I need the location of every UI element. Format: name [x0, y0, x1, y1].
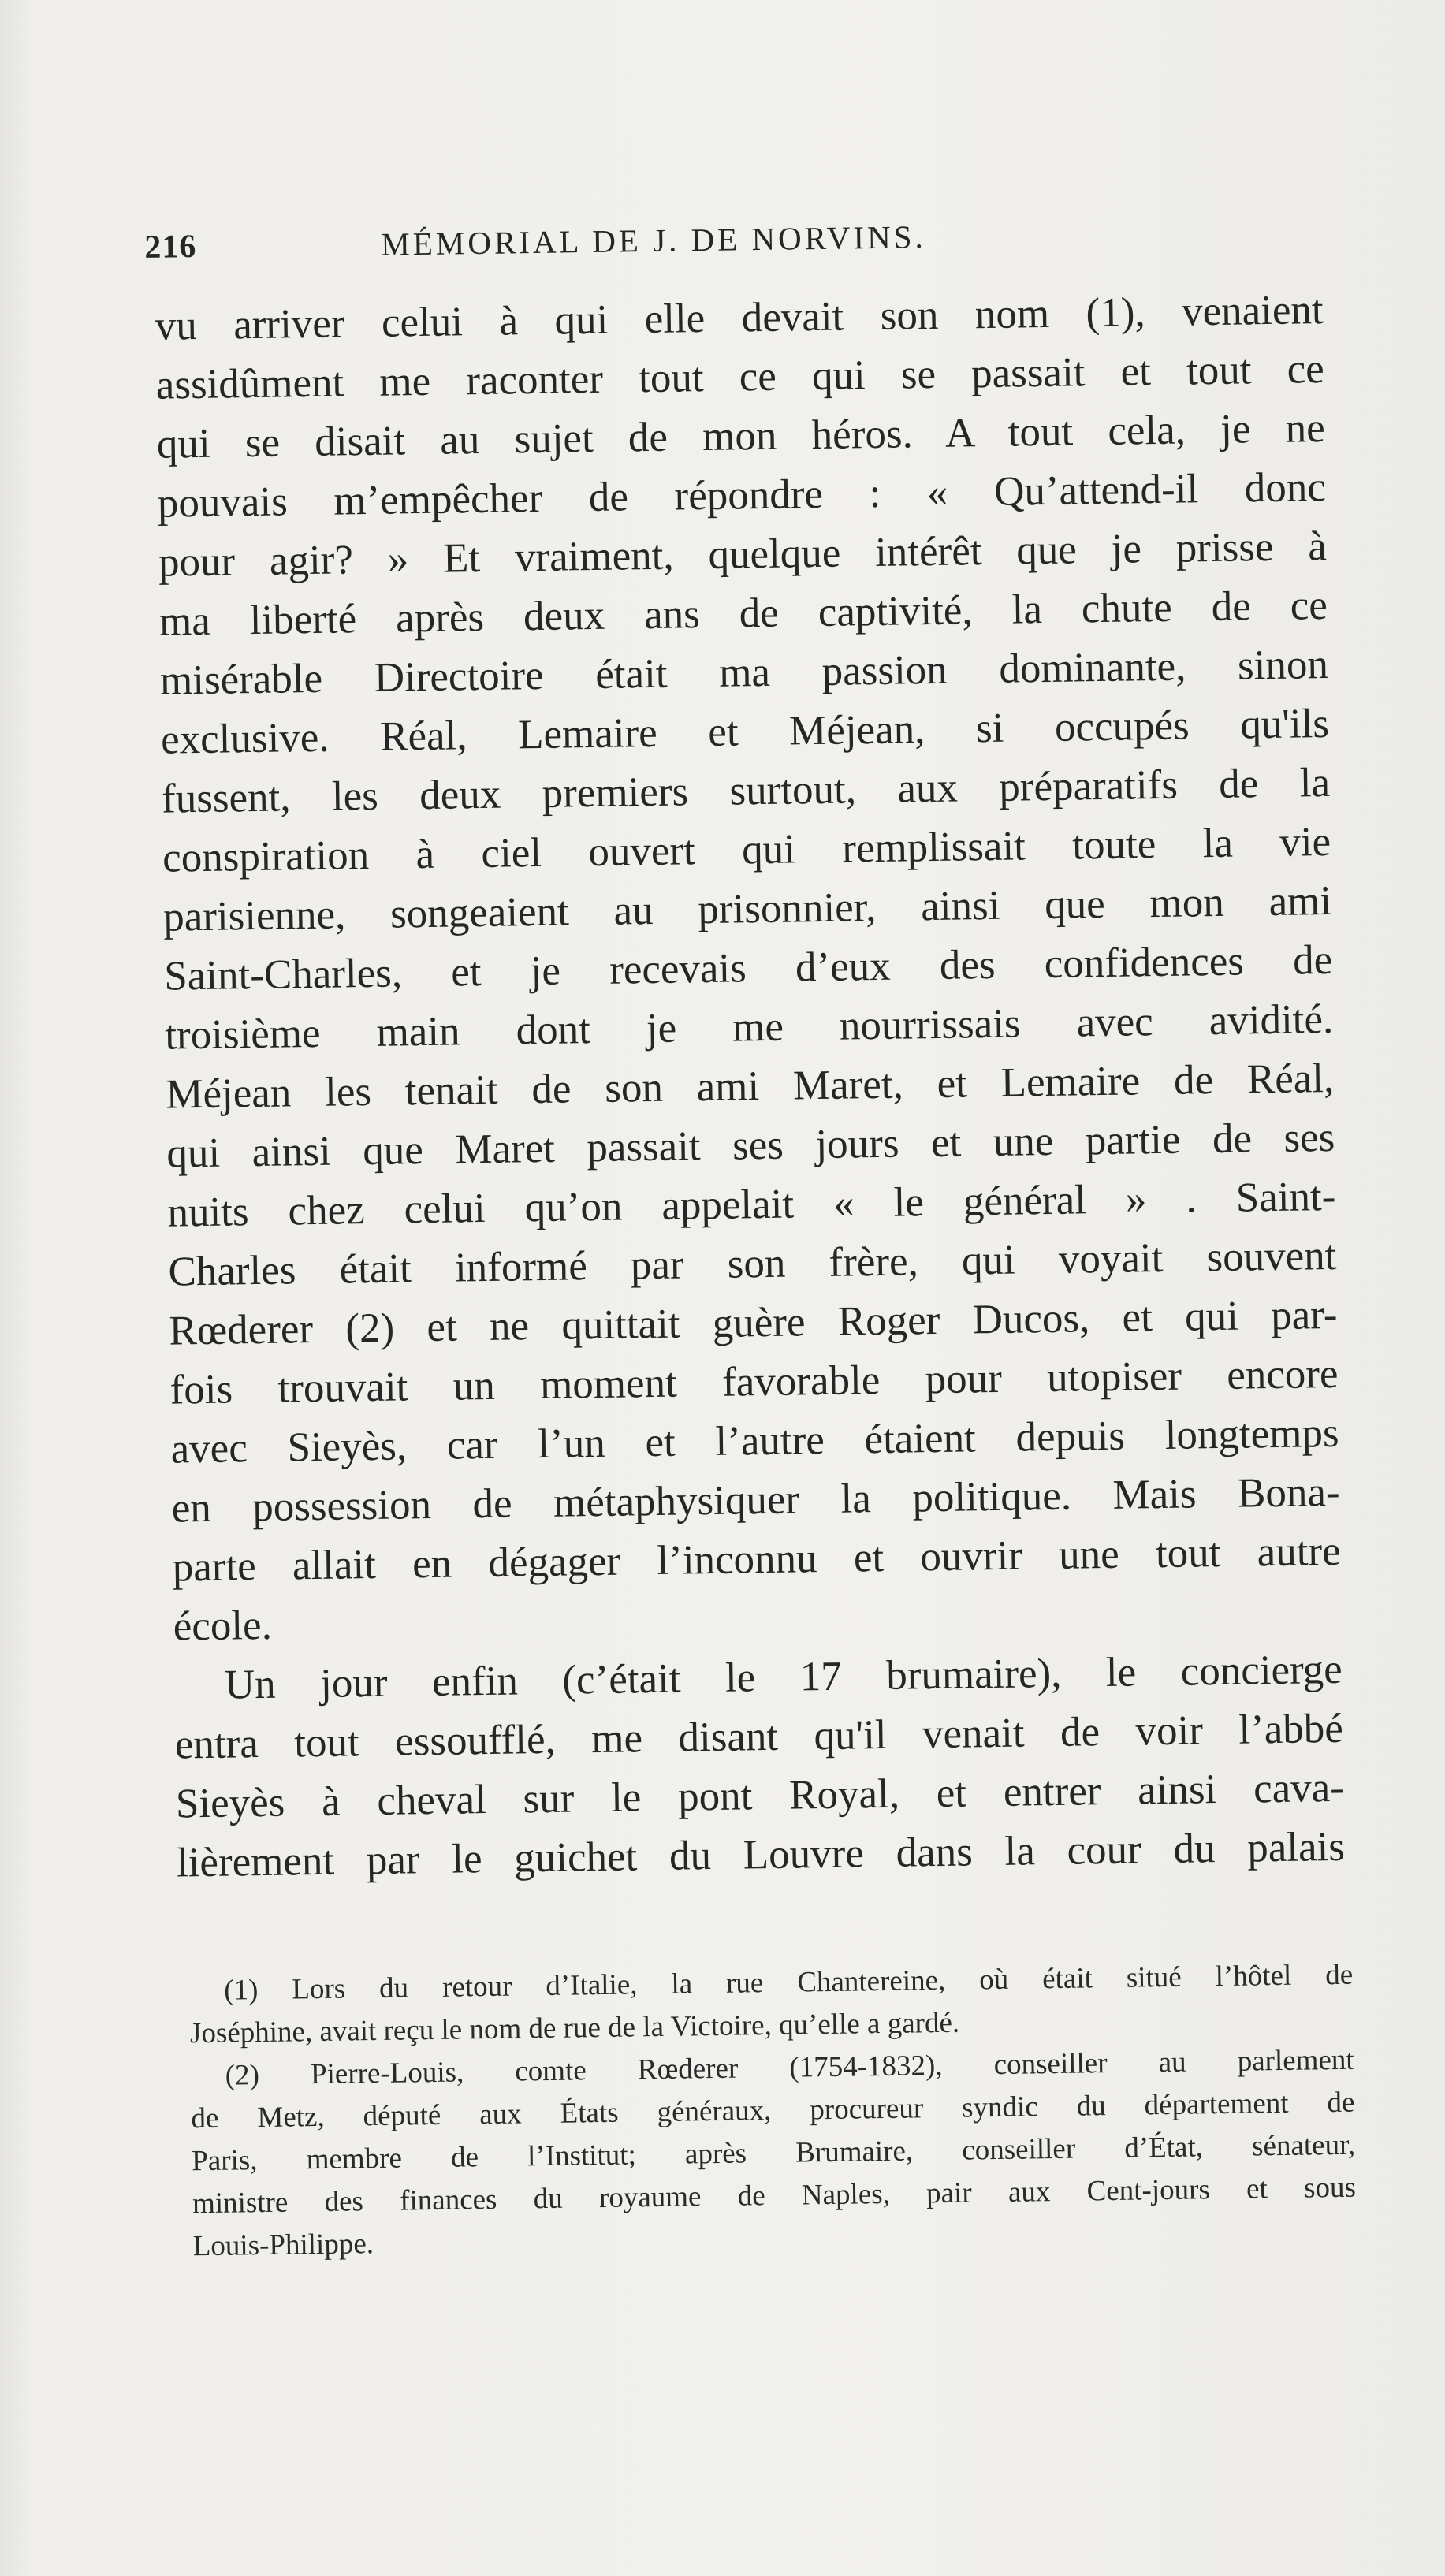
footnote-line: (2) Pierre-Louis, comte Rœderer (1754-1832), conseiller au parlement	[225, 2043, 1354, 2092]
body-line: parte allait en dégager l’inconnu et ouvrir une tout autre	[172, 1528, 1342, 1591]
body-line: misérable Directoire était ma passion dominante, sinon	[159, 641, 1329, 704]
body-line: Méjean les tenait de son ami Maret, et Lemaire de Réal,	[165, 1055, 1335, 1118]
body-line: entra tout essoufflé, me disant qu'il venait de voir l’abbé	[174, 1705, 1344, 1768]
body-line: qui se disait au sujet de mon héros. A tout cela, je ne	[156, 405, 1326, 467]
body-line: lièrement par le guichet du Louvre dans la cour du palais	[176, 1823, 1346, 1886]
body-line: fois trouvait un moment favorable pour utopiser encore	[169, 1350, 1339, 1413]
running-header	[144, 207, 1312, 271]
body-line: avec Sieyès, car l’un et l’autre étaient depuis longtemps	[170, 1409, 1339, 1472]
body-line: assidûment me raconter tout ce qui se passait et tout ce	[155, 346, 1325, 408]
body-text	[155, 281, 1345, 1893]
footnote-line: ministre des finances du royaume de Naples, pair aux Cent-jours et sous	[192, 2171, 1357, 2220]
body-line: conspiration à ciel ouvert qui remplissait toute la vie	[162, 818, 1331, 881]
footnote-line: Joséphine, avait reçu le nom de rue de la Victoire, qu’elle a gardé.	[189, 2006, 960, 2050]
body-line: nuits chez celui qu’on appelait « le général » . Saint-	[167, 1173, 1336, 1236]
body-line: Rœderer (2) et ne quittait guère Roger Ducos, et qui par-	[169, 1291, 1338, 1354]
body-line: Saint-Charles, et je recevais d’eux des confidences de	[163, 936, 1333, 1000]
footnote-line: de Metz, député aux États généraux, procureur syndic du département de	[191, 2086, 1355, 2135]
body-line: exclusive. Réal, Lemaire et Méjean, si occupés qu'ils	[160, 700, 1330, 763]
body-line: vu arriver celui à qui elle devait son nom (1), venaient	[155, 287, 1324, 349]
running-title: MÉMORIAL DE J. DE NORVINS.	[381, 218, 927, 262]
body-line: école.	[173, 1602, 273, 1650]
footnote-line: Paris, membre de l’Institut; après Brumaire, conseiller d’État, sénateur,	[191, 2128, 1356, 2178]
body-line: parisienne, songeaient au prisonnier, ainsi que mon ami	[162, 877, 1332, 940]
footnote-line: Louis-Philippe.	[192, 2228, 374, 2263]
body-line: fussent, les deux premiers surtout, aux préparatifs de la	[161, 759, 1331, 822]
page-number: 216	[144, 228, 197, 266]
body-line: qui ainsi que Maret passait ses jours et une partie de ses	[166, 1114, 1335, 1177]
body-line: pouvais m’empêcher de répondre : « Qu’attend-il donc	[157, 464, 1327, 527]
body-line: troisième main dont je me nourrissais avec avidité.	[164, 996, 1334, 1059]
body-line: Sieyès à cheval sur le pont Royal, et entrer ainsi cava-	[175, 1764, 1345, 1827]
body-line: Charles était informé par son frère, qui voyait souvent	[168, 1232, 1337, 1295]
body-line: pour agir? » Et vraiment, quelque intérêt que je prisse à	[158, 523, 1328, 586]
body-line: en possession de métaphysiquer la politique. Mais Bona-	[171, 1469, 1340, 1532]
body-line-paragraph-start: Un jour enfin (c’était le 17 brumaire), le concierge	[224, 1646, 1343, 1708]
footnotes	[189, 1954, 1357, 2269]
footnote-line: (1) Lors du retour d’Italie, la rue Chantereine, où était situé l’hôtel de	[223, 1958, 1354, 2007]
body-line: ma liberté après deux ans de captivité, la chute de ce	[158, 582, 1328, 645]
